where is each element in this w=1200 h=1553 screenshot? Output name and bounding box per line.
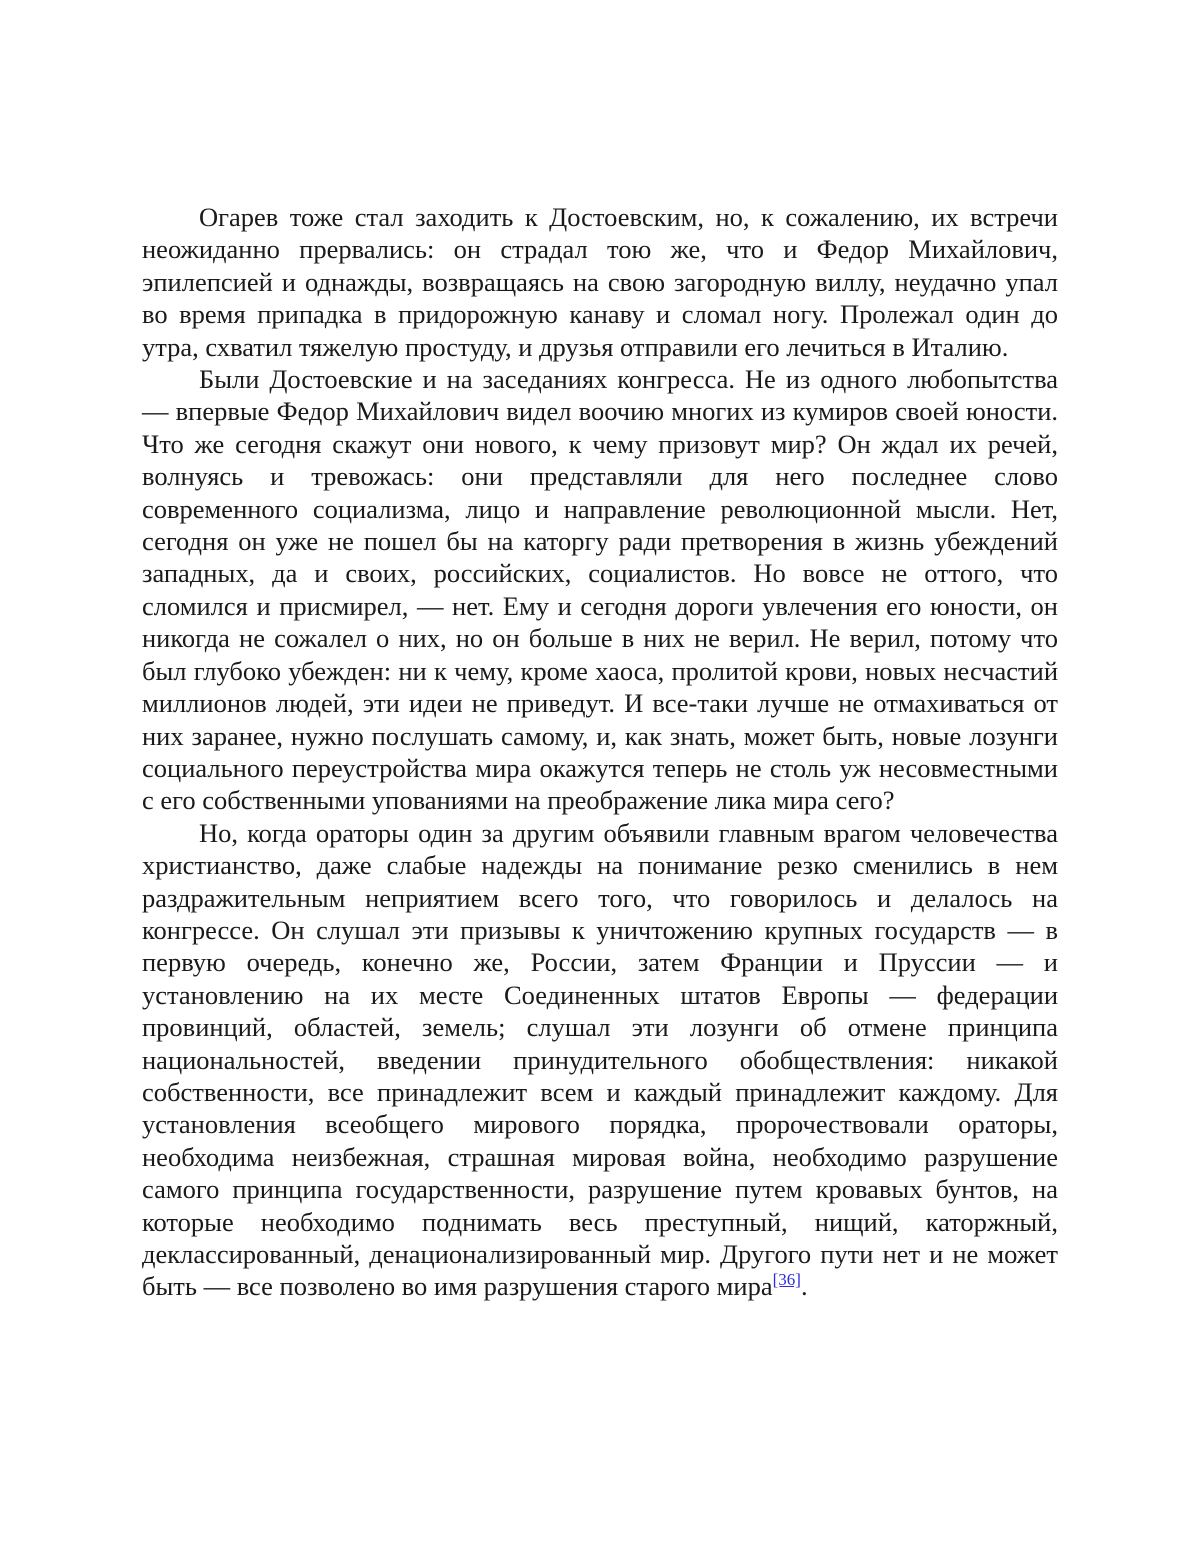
document-page [142,201,1058,1303]
paragraph-orators-end: . [801,1271,808,1301]
paragraph-ogarev: Огарев тоже стал заходить к Достоевским, но, к сожалению, их встречи неожиданно прервались: он страдал тою же, что и Федор Михайлович, эпилепсией и однажды, возвращаясь на свою загородную виллу, неудачно упал во время припадка в придорожную канаву и сломал ногу. Пролежал один до утра, схватил тяжелую простуду, и друзья отправили его лечиться в Италию. [142,201,1058,363]
paragraph-congress: Были Достоевские и на заседаниях конгресса. Не из одного любопытства — впервые Федор Михайлович видел воочию многих из кумиров своей юности. Что же сегодня скажут они нового, к чему призовут мир? Он ждал их речей, волнуясь и тревожась: они представляли для него последнее слово современного социализма, лицо и направление революционной мысли. Нет, сегодня он уже не пошел бы на каторгу ради претворения в жизнь убеждений западных, да и своих, российских, социалистов. Но вовсе не оттого, что сломился и присмирел, — нет. Ему и сегодня дороги увлечения его юности, он никогда не сожалел о них, но он больше в них не верил. Не верил, потому что был глубоко убежден: ни к чему, кроме хаоса, пролитой крови, новых несчастий миллионов людей, эти идеи не приведут. И все-таки лучше не отмахиваться от них заранее, нужно послушать самому, и, как знать, может быть, новые лозунги социального переустройства мира окажутся теперь не столь уж несовместными с его собственными упованиями на преображение лика мира сего? [142,363,1058,817]
footnote-link-36[interactable]: [36] [773,1270,801,1289]
paragraph-orators-text: Но, когда ораторы один за другим объявили главным врагом человечества христианство, даже слабые надежды на понимание резко сменились в нем раздражительным неприятием всего того, что говорилось и делалось на конгрессе. Он слушал эти призывы к уничтожению крупных государств — в первую очередь, конечно же, России, затем Франции и Пруссии — и установлению на их месте Соединенных штатов Европы — федерации провинций, областей, земель; слушал эти лозунги об отмене принципа национальностей, введении принудительного обобществления: никакой собственности, все принадлежит всем и каждый принадлежит каждому. Для установления всеобщего мирового порядка, пророчествовали ораторы, необходима неизбежная, страшная мировая война, необходимо разрушение самого принципа государственности, разрушение путем кровавых бунтов, на которые необходимо поднимать весь преступный, нищий, каторжный, деклассированный, денационализированный мир. Другого пути нет и не может быть — все позволено во имя разрушения старого мира [142,818,1058,1302]
paragraph-orators [142,817,1058,1303]
